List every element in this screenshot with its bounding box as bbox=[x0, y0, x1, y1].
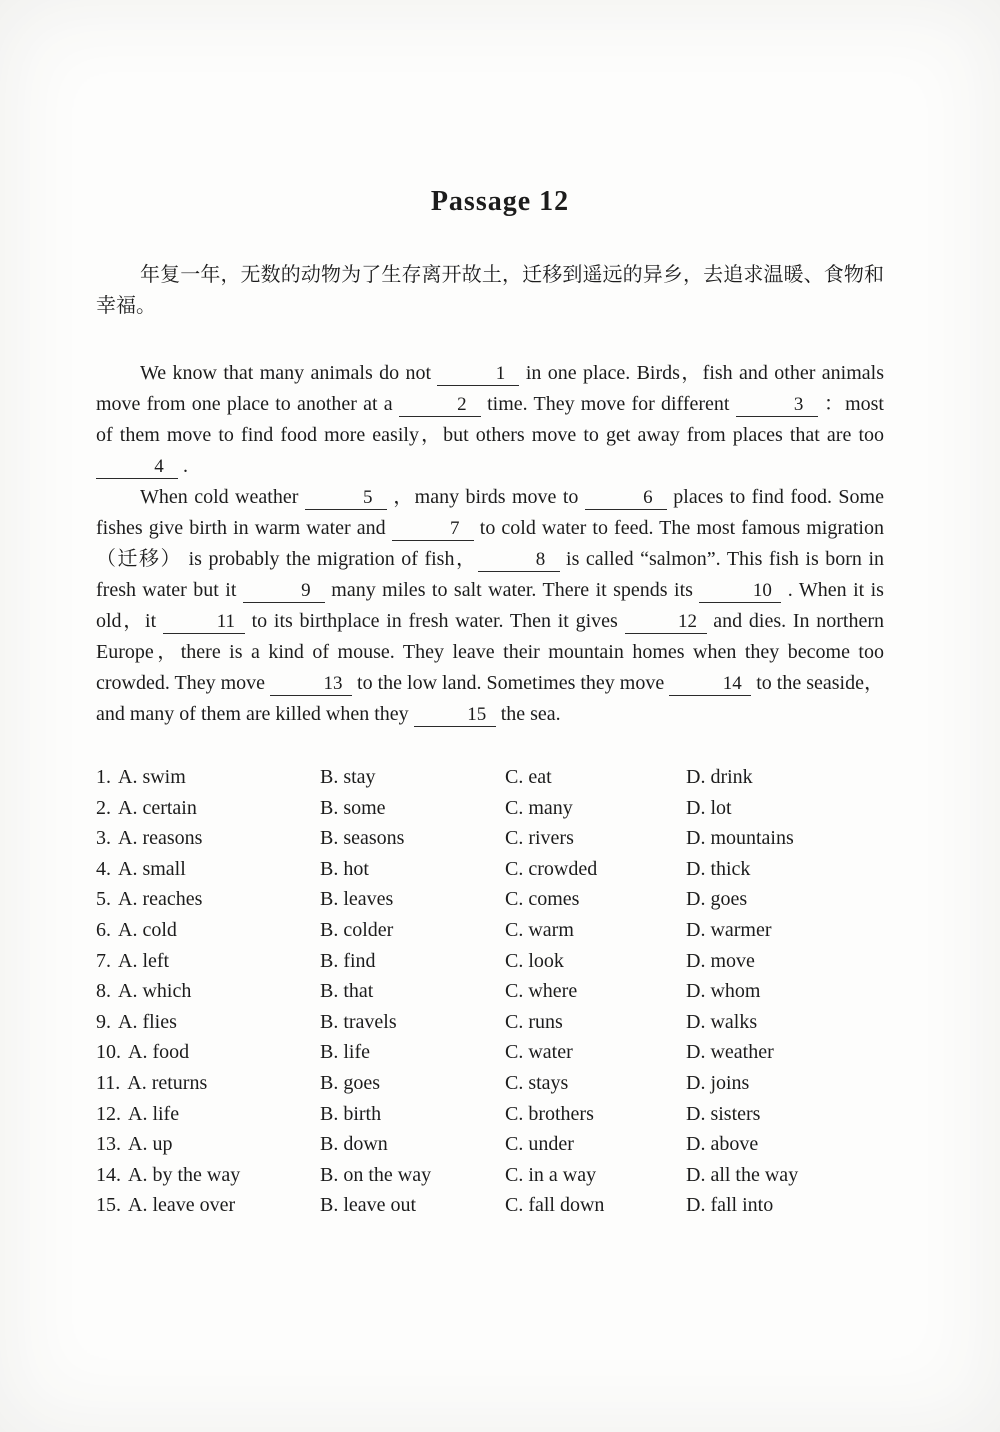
blank-3: 3 bbox=[736, 394, 818, 417]
question-6-option-c: C. warm bbox=[505, 918, 574, 941]
question-5-option-b: B. leaves bbox=[320, 888, 394, 911]
question-number: 3. bbox=[96, 827, 111, 850]
question-7-option-d: D. move bbox=[686, 949, 755, 972]
question-1-option-d: D. drink bbox=[686, 766, 753, 788]
question-number: 10. bbox=[96, 1041, 121, 1064]
question-12-option-a: 12. A. life bbox=[96, 1102, 180, 1125]
question-15-option-a: 15. A. leave over bbox=[96, 1194, 236, 1217]
question-5-option-d: D. goes bbox=[686, 888, 748, 911]
question-row-2 bbox=[96, 793, 884, 824]
question-2-option-b: B. some bbox=[320, 796, 386, 819]
page-content bbox=[96, 260, 884, 1221]
question-1-option-b: B. stay bbox=[320, 766, 376, 788]
question-2-option-d: D. lot bbox=[686, 796, 732, 819]
question-number: 5. bbox=[96, 888, 111, 911]
question-8-option-d: D. whom bbox=[686, 980, 761, 1003]
question-6-option-a: 6. A. cold bbox=[96, 918, 177, 941]
question-row-10 bbox=[96, 1037, 884, 1068]
question-4-option-d: D. thick bbox=[686, 857, 751, 880]
question-11-option-a: 11. A. returns bbox=[96, 1071, 208, 1094]
question-3-option-b: B. seasons bbox=[320, 827, 405, 850]
question-row-11 bbox=[96, 1068, 884, 1099]
question-9-option-d: D. walks bbox=[686, 1010, 758, 1033]
question-13-option-c: C. under bbox=[505, 1133, 574, 1156]
question-row-4 bbox=[96, 854, 884, 885]
question-7-option-a: 7. A. left bbox=[96, 949, 170, 972]
question-number: 7. bbox=[96, 949, 111, 972]
passage-paragraph: When cold weather 5 ，many birds move to 6 places to find food. Some fishes give birth in warm water and 7 to cold water to feed. The most famous migration （迁移） is probably the migration of fish， 8 is called “salmon”. This fish is born in fresh water but it 9 many miles to salt water. There it spends its 10 . When it is old，it 11 to its birthplace in fresh water. Then it gives 12 and dies. In northern Europe，there is a kind of mouse. They leave their mountain homes when they become too crowded. They move 13 to the low land. Sometimes they move 14 to the seaside，and many of them are killed when they 15 the sea. bbox=[96, 486, 884, 725]
question-13-option-b: B. down bbox=[320, 1133, 388, 1156]
question-row-6 bbox=[96, 915, 884, 946]
question-row-14 bbox=[96, 1160, 884, 1191]
blank-6: 6 bbox=[585, 487, 667, 510]
question-number: 6. bbox=[96, 918, 111, 941]
question-10-option-a: 10. A. food bbox=[96, 1041, 190, 1064]
question-3-option-a: 3. A. reasons bbox=[96, 827, 203, 850]
question-10-option-d: D. weather bbox=[686, 1041, 774, 1064]
question-number: 4. bbox=[96, 857, 111, 880]
blank-2: 2 bbox=[399, 394, 481, 417]
question-5-option-a: 5. A. reaches bbox=[96, 888, 203, 911]
question-9-option-b: B. travels bbox=[320, 1010, 397, 1033]
question-8-option-c: C. where bbox=[505, 980, 578, 1003]
question-number: 9. bbox=[96, 1010, 111, 1033]
question-7-option-b: B. find bbox=[320, 949, 376, 972]
blank-7: 7 bbox=[392, 518, 474, 541]
question-7-option-c: C. look bbox=[505, 949, 564, 972]
blank-1: 1 bbox=[437, 363, 519, 386]
question-number: 2. bbox=[96, 796, 111, 819]
question-row-15 bbox=[96, 1190, 884, 1221]
question-4-option-c: C. crowded bbox=[505, 857, 598, 880]
blank-9: 9 bbox=[243, 580, 325, 603]
question-3-option-c: C. rivers bbox=[505, 827, 574, 850]
question-11-option-b: B. goes bbox=[320, 1071, 380, 1094]
blank-10: 10 bbox=[699, 580, 781, 603]
options-list bbox=[96, 762, 884, 1221]
question-6-option-d: D. warmer bbox=[686, 918, 772, 941]
passage-paragraph: We know that many animals do not 1 in one place. Birds，fish and other animals move from one place to another at a 2 time. They move for different 3 ：most of them move to find food more easily，but others move to get away from places that are too 4 . bbox=[96, 362, 884, 477]
question-number: 1. bbox=[96, 766, 111, 788]
question-2-option-c: C. many bbox=[505, 796, 573, 819]
question-1-option-a: 1. A. swim bbox=[96, 766, 186, 788]
question-row-12 bbox=[96, 1099, 884, 1130]
page-title: Passage 12 bbox=[430, 186, 570, 217]
question-11-option-d: D. joins bbox=[686, 1071, 750, 1094]
question-9-option-c: C. runs bbox=[505, 1010, 563, 1033]
question-10-option-b: B. life bbox=[320, 1041, 370, 1064]
question-12-option-d: D. sisters bbox=[686, 1102, 761, 1125]
question-8-option-b: B. that bbox=[320, 980, 374, 1003]
blank-13: 13 bbox=[270, 673, 352, 696]
question-15-option-b: B. leave out bbox=[320, 1194, 417, 1217]
cloze-passage bbox=[96, 358, 884, 730]
question-10-option-c: C. water bbox=[505, 1041, 573, 1064]
question-number: 14. bbox=[96, 1163, 121, 1186]
blank-15: 15 bbox=[414, 704, 496, 727]
question-row-9 bbox=[96, 1007, 884, 1038]
question-13-option-d: D. above bbox=[686, 1133, 759, 1156]
blank-11: 11 bbox=[163, 611, 245, 634]
question-row-1 bbox=[96, 762, 884, 793]
question-14-option-d: D. all the way bbox=[686, 1163, 799, 1186]
question-15-option-c: C. fall down bbox=[505, 1194, 605, 1217]
question-1-option-c: C. eat bbox=[505, 766, 552, 788]
question-row-5 bbox=[96, 884, 884, 915]
question-6-option-b: B. colder bbox=[320, 918, 394, 941]
question-row-7 bbox=[96, 946, 884, 977]
blank-5: 5 bbox=[305, 487, 387, 510]
question-3-option-d: D. mountains bbox=[686, 827, 794, 850]
question-12-option-c: C. brothers bbox=[505, 1102, 594, 1125]
question-2-option-a: 2. A. certain bbox=[96, 796, 197, 819]
question-4-option-b: B. hot bbox=[320, 857, 369, 880]
question-row-13 bbox=[96, 1129, 884, 1160]
question-number: 11. bbox=[96, 1071, 121, 1094]
blank-4: 4 bbox=[96, 456, 178, 479]
blank-8: 8 bbox=[478, 549, 560, 572]
question-row-3 bbox=[96, 823, 884, 854]
question-number: 13. bbox=[96, 1133, 121, 1156]
question-14-option-c: C. in a way bbox=[505, 1163, 597, 1186]
question-9-option-a: 9. A. flies bbox=[96, 1010, 177, 1033]
question-14-option-b: B. on the way bbox=[320, 1163, 432, 1186]
question-row-8 bbox=[96, 976, 884, 1007]
chinese-intro: 年复一年，无数的动物为了生存离开故土，迁移到遥远的异乡，去追求温暖、食物和幸福。 bbox=[96, 264, 884, 317]
question-number: 15. bbox=[96, 1194, 121, 1217]
question-8-option-a: 8. A. which bbox=[96, 980, 192, 1003]
question-13-option-a: 13. A. up bbox=[96, 1133, 173, 1156]
question-11-option-c: C. stays bbox=[505, 1071, 569, 1094]
question-14-option-a: 14. A. by the way bbox=[96, 1163, 241, 1186]
question-number: 8. bbox=[96, 980, 111, 1003]
question-12-option-b: B. birth bbox=[320, 1102, 382, 1125]
question-4-option-a: 4. A. small bbox=[96, 857, 186, 880]
question-number: 12. bbox=[96, 1102, 121, 1125]
question-15-option-d: D. fall into bbox=[686, 1194, 774, 1217]
question-5-option-c: C. comes bbox=[505, 888, 580, 911]
blank-14: 14 bbox=[669, 673, 751, 696]
blank-12: 12 bbox=[625, 611, 707, 634]
